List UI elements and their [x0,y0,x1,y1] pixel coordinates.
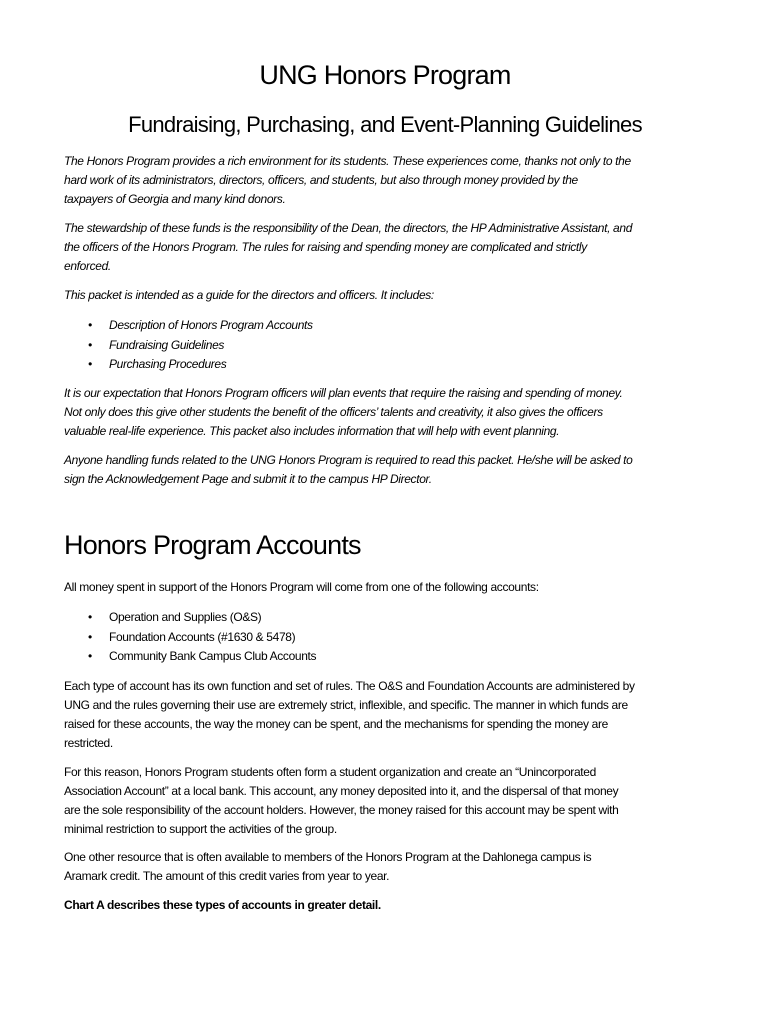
list-item-text: Operation and Supplies (O&S) [109,610,262,624]
section-heading-accounts: Honors Program Accounts [64,530,361,560]
list-item-text: Purchasing Procedures [109,357,227,371]
list-item-text: Foundation Accounts (#1630 & 5478) [109,629,296,644]
intro-paragraph-4 [64,384,714,441]
document-subtitle: Fundraising, Purchasing, and Event-Planning Guidelines [128,112,642,137]
line: sign the Acknowledgement Page and submit it to the campus HP Director. [64,472,432,486]
intro-list [64,316,313,375]
line: UNG and the rules governing their use are extremely strict, inflexible, and specific. The manner in which funds are [64,698,628,712]
bullet-icon: • [88,610,92,624]
list-item [64,316,313,336]
accounts-paragraph-4 [64,848,714,886]
bullet-icon: • [88,357,92,371]
line: Each type of account has its own function and set of rules. The O&S and Foundation Accounts are administered by [64,679,635,693]
line: minimal restriction to support the activities of the group. [64,822,337,836]
intro-paragraph-3 [64,286,714,305]
accounts-paragraph-3 [64,763,714,839]
list-item [64,647,316,667]
list-item [64,628,316,648]
accounts-paragraph-5 [64,896,714,915]
bullet-icon: • [88,337,92,352]
list-item-text: Community Bank Campus Club Accounts [109,649,317,663]
list-item-text: Description of Honors Program Accounts [109,318,313,332]
line: All money spent in support of the Honors Program will come from one of the following accounts: [64,580,539,594]
line: are the sole responsibility of the account holders. However, the money raised for this account may be spent with [64,803,619,817]
bullet-icon: • [88,629,92,644]
line: hard work of its administrators, directors, officers, and students, but also through money provided by the [64,173,578,187]
line: For this reason, Honors Program students often form a student organization and create an “Unincorporated [64,765,596,779]
intro-paragraph-1 [64,152,714,209]
line: valuable real-life experience. This packet also includes information that will help with event planning. [64,424,560,438]
line: Association Account” at a local bank. This account, any money deposited into it, and the dispersal of that money [64,784,619,798]
line: Chart A describes these types of accounts in greater detail. [64,898,381,912]
bullet-icon: • [88,649,92,663]
line: One other resource that is often available to members of the Honors Program at the Dahlonega campus is [64,850,592,864]
line: enforced. [64,259,111,273]
line: This packet is intended as a guide for the directors and officers. It includes: [64,288,434,302]
list-item-text: Fundraising Guidelines [109,337,225,352]
list-item [64,608,316,628]
line: taxpayers of Georgia and many kind donors. [64,192,286,206]
line: raised for these accounts, the way the money can be spent, and the mechanisms for spending the money are [64,717,608,731]
accounts-paragraph-2 [64,677,714,753]
line: Anyone handling funds related to the UNG Honors Program is required to read this packet. He/she will be asked to [64,453,633,467]
line: restricted. [64,736,113,750]
list-item [64,336,313,356]
line: the officers of the Honors Program. The rules for raising and spending money are complicated and strictly [64,240,587,254]
accounts-list [64,608,316,667]
line: The stewardship of these funds is the responsibility of the Dean, the directors, the HP Administrative Assistant, and [64,221,633,235]
list-item [64,355,313,375]
intro-paragraph-2 [64,219,714,276]
line: The Honors Program provides a rich environment for its students. These experiences come, thanks not only to the [64,154,631,168]
line: It is our expectation that Honors Program officers will plan events that require the raising and spending of money. [64,386,623,400]
document-title: UNG Honors Program [259,60,511,90]
line: Not only does this give other students the benefit of the officers’ talents and creativity, it also gives the officers [64,405,603,419]
intro-paragraph-5 [64,451,714,489]
accounts-paragraph-1 [64,578,714,597]
bullet-icon: • [88,318,92,332]
line: Aramark credit. The amount of this credit varies from year to year. [64,869,390,883]
